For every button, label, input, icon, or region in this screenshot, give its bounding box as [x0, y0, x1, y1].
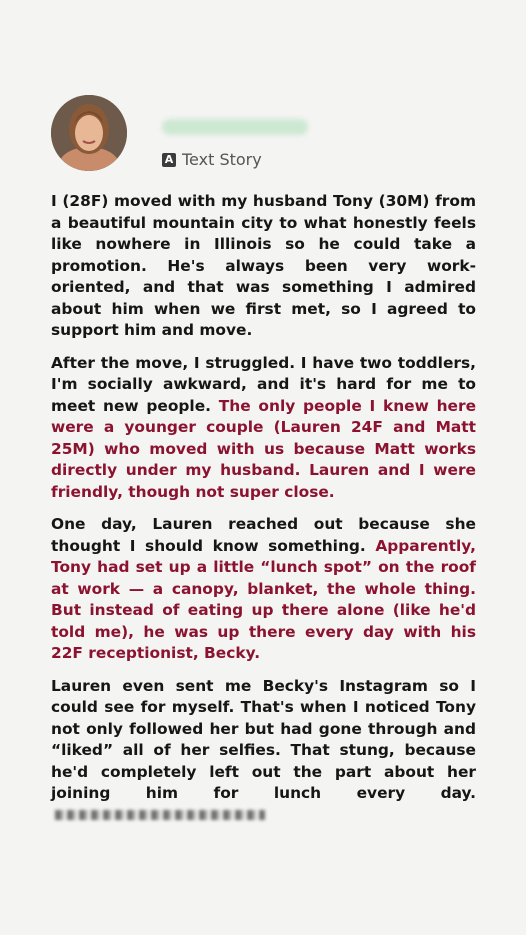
avatar[interactable] [51, 95, 127, 171]
paragraph-text: Lauren even sent me Becky's Instagram so I could see for myself. That's when I noticed Tony not only followed her but had gone through and “liked” all of her selfies. That stung, because he'd completely left out the part about her joining him for lunch every day. [51, 676, 476, 802]
paragraph-text: I (28F) moved with my husband Tony (30M) from a beautiful mountain city to what honestly feels like nowhere in Illinois so he could take a promotion. He's always been very work-oriented, and that was something I admired about him when we first met, so I agreed to support him and move. [51, 192, 476, 339]
highlighted-text: The only people I knew here were a younger couple (Lauren 24F and Matt 25M) who moved with us because Matt works directly under my husband. Lauren and I were friendly, though not super close. [51, 396, 477, 501]
paragraph [51, 514, 476, 665]
truncated-text-fade [55, 810, 265, 820]
paragraph [51, 676, 476, 827]
post-type-label: Text Story [182, 150, 262, 169]
story-body [51, 191, 476, 837]
avatar-photo [51, 95, 127, 171]
paragraph-text: One day, Lauren reached out because she thought I should know something. [51, 515, 476, 555]
paragraph [51, 353, 476, 504]
letter-a-icon: A [162, 153, 176, 167]
paragraph [51, 191, 476, 342]
post-type [162, 150, 262, 169]
paragraph-text: After the move, I struggled. I have two toddlers, I'm socially awkward, and it's hard for me to meet new people. [51, 353, 476, 415]
username-redacted[interactable] [162, 119, 308, 135]
highlighted-text: Apparently, Tony had set up a little “lunch spot” on the roof at work — a canopy, blanket, the whole thing. But instead of eating up there alone (like he'd told me), he was up there every day with his 22F receptionist, Becky. [51, 536, 476, 662]
